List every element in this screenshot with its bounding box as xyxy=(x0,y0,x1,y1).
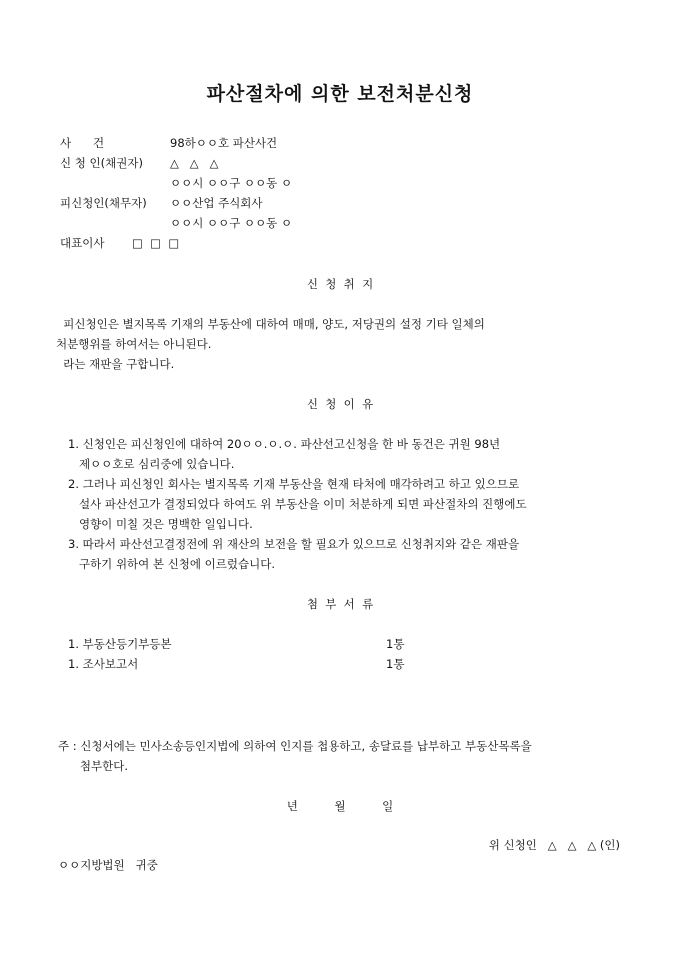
note-line: 주 : 신청서에는 민사소송등인지법에 의하여 인지를 첩용하고, 송달료를 납부하고 부동산목록을 xyxy=(58,739,532,753)
representative-label: 대표이사 xyxy=(60,236,105,250)
document-title: 파산절차에 의한 보전처분신청 xyxy=(206,83,474,105)
respondent-address: ㅇㅇ시 ㅇㅇ구 ㅇㅇ동 ㅇ xyxy=(170,216,293,230)
reason-line: 3. 따라서 파산선고결정전에 위 재산의 보전을 할 필요가 있으므로 신청취지와 같은 재판을 xyxy=(68,537,520,551)
attachment-label: 1. 조사보고서 xyxy=(68,657,139,671)
case-value: 98하ㅇㅇ호 파산사건 xyxy=(170,136,278,150)
purpose-line: 피신청인은 별지목록 기재의 부동산에 대하여 매매, 양도, 저당권의 설정 기타 일체의 xyxy=(56,317,485,331)
attachment-label: 1. 부동산등기부등본 xyxy=(68,637,172,651)
attachment-qty: 1통 xyxy=(386,637,405,651)
respondent-label: 피신청인(채무자) xyxy=(60,196,147,210)
reason-line: 설사 파산선고가 결정되었다 하여도 위 부동산을 이미 처분하게 되면 파산절차의 진행에도 xyxy=(68,497,527,511)
case-label: 사 건 xyxy=(60,136,105,150)
applicant-label: 신 청 인(채권자) xyxy=(60,156,143,170)
reason-line: 제ㅇㅇ호로 심리중에 있습니다. xyxy=(68,457,235,471)
date-line: 년 월 일 xyxy=(286,799,394,813)
purpose-line: 처분행위를 하여서는 아니된다. xyxy=(56,337,212,351)
applicant-address: ㅇㅇ시 ㅇㅇ구 ㅇㅇ동 ㅇ xyxy=(170,176,293,190)
attachments-heading: 첨 부 서 류 xyxy=(306,597,374,611)
purpose-heading: 신 청 취 지 xyxy=(306,277,374,291)
note-line: 첨부한다. xyxy=(58,759,129,773)
reason-line: 2. 그러나 피신청인 회사는 별지목록 기재 부동산을 현재 타처에 매각하려고 하고 있으므로 xyxy=(68,477,520,491)
reason-line: 구하기 위하여 본 신청에 이르렀습니다. xyxy=(68,557,275,571)
reason-line: 1. 신청인은 피신청인에 대하여 20ㅇㅇ.ㅇ.ㅇ. 파산선고신청을 한 바 동건은 귀원 98년 xyxy=(68,437,501,451)
court-name: ㅇㅇ지방법원 귀중 xyxy=(58,858,158,872)
signature-line: 위 신청인 △ △ △ (인) xyxy=(488,838,620,852)
reason-line: 영향이 미칠 것은 명백한 일입니다. xyxy=(68,517,253,531)
respondent-name: ㅇㅇ산업 주식회사 xyxy=(170,196,263,210)
representative-name: □ □ □ xyxy=(132,236,180,250)
purpose-line: 라는 재판을 구합니다. xyxy=(56,357,175,371)
attachment-qty: 1통 xyxy=(386,657,405,671)
reasons-heading: 신 청 이 유 xyxy=(306,397,374,411)
applicant-name: △ △ △ xyxy=(170,156,219,170)
